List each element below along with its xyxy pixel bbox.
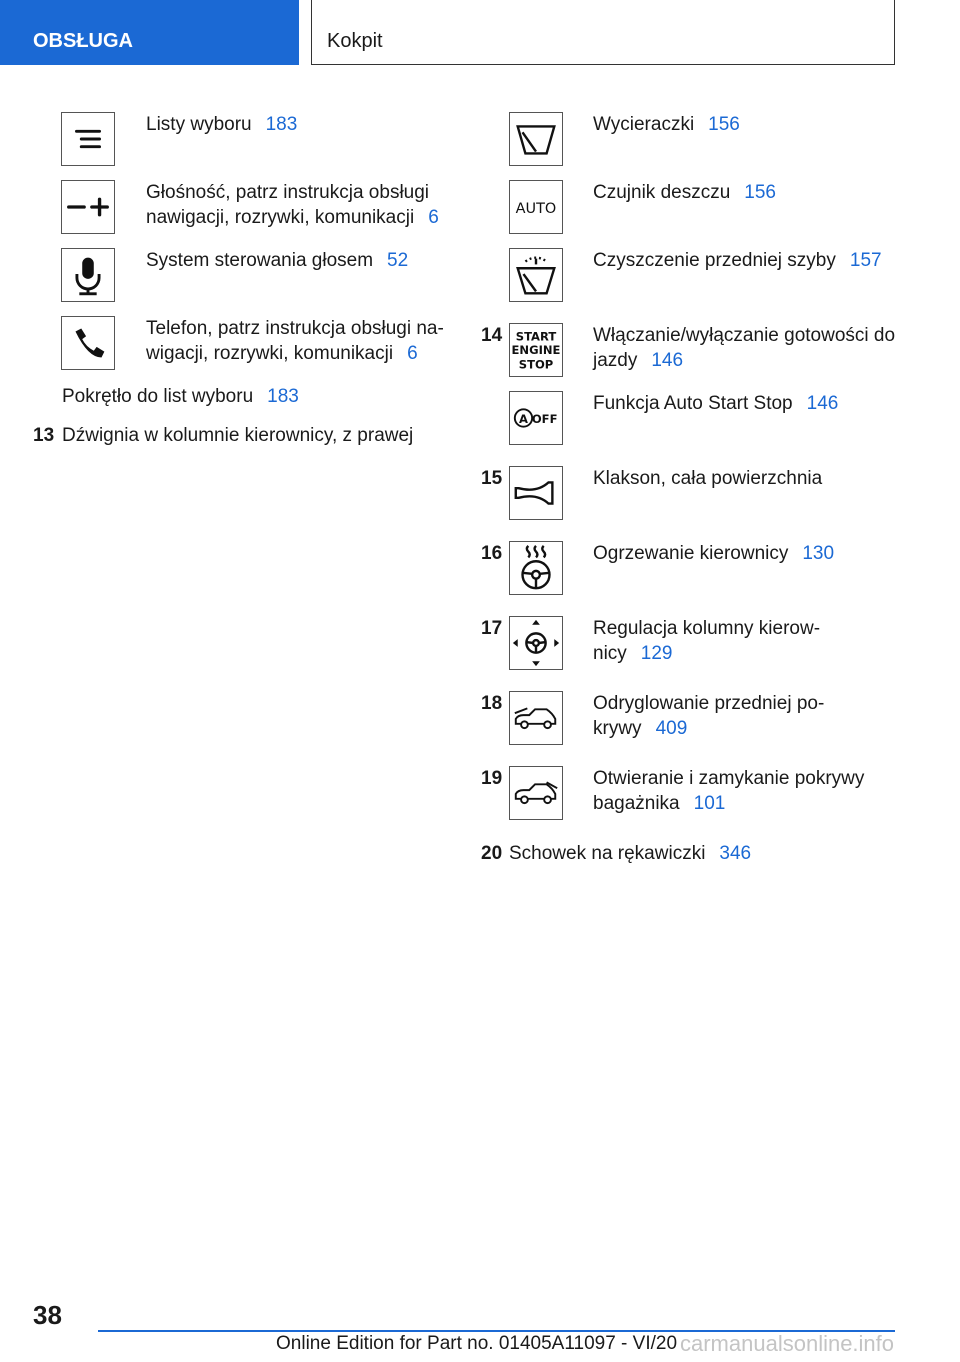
item-number: 18 [481,693,503,714]
list-item: Czujnik deszczu 156 [593,182,776,203]
horn-icon [509,466,563,520]
list-item: Ogrzewanie kierownicy 130 [593,543,835,564]
auto-start-stop-off-icon [509,391,563,445]
start-stop-engine-icon [509,323,563,377]
item-number: 14 [481,325,503,346]
page-ref-link[interactable]: 130 [802,543,835,564]
svg-text:ENGINE: ENGINE [511,342,561,357]
item-number: 19 [481,768,503,789]
trunk-lid-icon [509,766,563,820]
list-item: Klakson, cała powierzchnia [593,468,823,489]
list-item: Listy wyboru 183 [146,114,298,135]
list-item: Głośność, patrz instrukcja obsługi nawigacji, rozrywki, komunikacji 6 [146,182,439,228]
item-number: 16 [481,543,503,564]
svg-text:STOP: STOP [518,357,554,372]
list-item: Odryglowanie przedniej po- krywy 409 [593,693,825,739]
page-ref-link[interactable]: 6 [428,207,439,228]
page-ref-link[interactable]: 101 [693,793,726,814]
svg-text:START: START [515,329,557,344]
steering-column-adjust-icon [509,616,563,670]
page-ref-link[interactable]: 157 [849,250,882,271]
windshield-washer-icon [509,248,563,302]
svg-text:A: A [519,411,528,426]
page-ref-link[interactable]: 183 [265,114,298,135]
page-ref-link[interactable]: 183 [267,386,299,407]
item-number: 13 [33,425,55,446]
page-ref-link[interactable]: 6 [407,343,418,364]
page-ref-link[interactable]: 52 [387,250,409,271]
page-number: 38 [33,1300,62,1330]
list-item: Schowek na rękawiczki 346 [509,843,752,864]
list-item: System sterowania głosem 52 [146,250,409,271]
svg-text:AUTO: AUTO [515,200,557,217]
item-number: 17 [481,618,503,639]
page-ref-link[interactable]: 156 [708,114,740,135]
volume-icon [61,180,115,234]
edition-note: Online Edition for Part no. 01405A11097 - VI/20 [276,1333,678,1354]
voice-control-icon [61,248,115,302]
hood-release-icon [509,691,563,745]
list-item: Czyszczenie przedniej szyby 157 [593,250,882,271]
page-ref-link[interactable]: 156 [744,182,776,203]
page-title: Kokpit [311,0,895,65]
page-ref-link[interactable]: 146 [651,350,684,371]
watermark: carmanualsonline.info [680,1331,895,1356]
steering-wheel-heating-icon [509,541,563,595]
phone-icon [61,316,115,370]
page-ref-link[interactable]: 146 [806,393,839,414]
list-item: Otwieranie i zamykanie pokrywy bagażnika 101 [593,768,865,814]
rain-sensor-icon [509,180,563,234]
list-item: Włączanie/wyłączanie gotowości do jazdy 146 [593,325,896,371]
page-ref-link[interactable]: 409 [655,718,688,739]
list-icon [61,112,115,166]
item-number: 15 [481,468,503,489]
section-tab: OBSŁUGA [0,0,299,65]
list-item: Dźwignia w kolumnie kierownicy, z prawej [62,425,414,446]
wiper-icon [509,112,563,166]
svg-text:OFF: OFF [531,411,558,426]
page-ref-link[interactable]: 346 [719,843,752,864]
list-item: Regulacja kolumny kierow- nicy 129 [593,618,821,664]
list-item: Wycieraczki 156 [593,114,740,135]
item-number: 20 [481,843,503,864]
page-ref-link[interactable]: 129 [640,643,673,664]
list-item: Pokrętło do list wyboru 183 [62,386,299,407]
list-item: Telefon, patrz instrukcja obsługi na- wigacji, rozrywki, komunikacji 6 [146,318,444,364]
list-item: Funkcja Auto Start Stop 146 [593,393,839,414]
